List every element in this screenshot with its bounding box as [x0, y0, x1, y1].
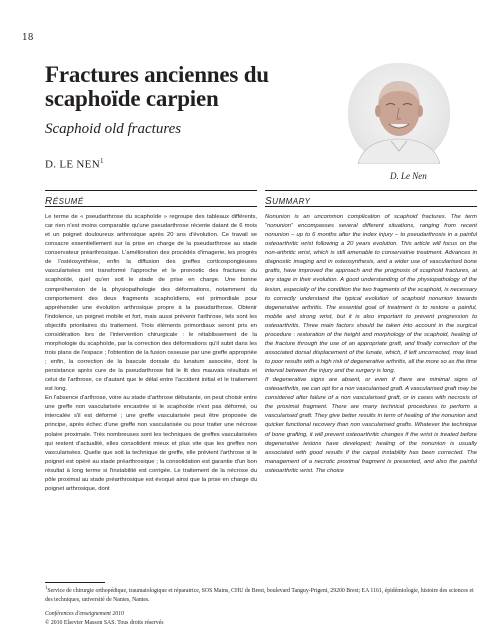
footnote-rule [45, 582, 105, 583]
summary-paragraph-2: If degenerative signs are absent, or even if there are minimal signs of osteoarthritis, we can opt for a non vascularised graft. A vascularised graft may be considered after failure of a non vascularised graft, or in cases with necrosis of the proximal fragment. There are many technical procedures to perform a vascularised graft. They give better results in term of healing of the nonunion and quicker functional recovery than non vascularised grafts. Whatever the technique of bone grafting, it will prevent osteoarthritic changes if the wrist is treated before degenerative lesions have developed; healing of the nonunion is usually associated with good results if the carpal instability has been corrected. The management of a necrotic proximal fragment is presented, and also the painful osteoarthritic wrist. The choice [265, 377, 477, 474]
page-number: 18 [22, 33, 34, 43]
summary-heading [265, 196, 310, 207]
journal-name: Conférences d'enseignement 2010 [45, 611, 124, 617]
summary-top-rule [265, 190, 477, 191]
copyright-notice: © 2010 Elsevier Masson SAS. Tous droits réservés [45, 620, 164, 626]
author-name: D. LE NEN [45, 158, 100, 171]
author-line [45, 157, 104, 171]
article-subtitle: Scaphoid old fractures [45, 121, 182, 137]
article-title: Fractures anciennes du scaphoïde carpien [45, 62, 269, 111]
resume-heading-initial: R [45, 196, 53, 207]
resume-body [45, 213, 257, 561]
resume-paragraph-1: Le terme de « pseudarthrose du scaphoïde » regroupe des tableaux différents, car rien n'est moins comparable qu'une pseudarthrose récente datant de 6 mois et un poignet douloureux arthrosique après 20 ans d'évolution. Ce travail se consacre essentiellement sur la prise en charge de la pseudarthrose au stade conservateur préarthrosique. L'amélioration des procédés d'imagerie, les progrès de l'ostéosynthèse, enfin la diffusion des greffes corticospongieuses vascularisées ont transformé l'approche et le pronostic des fractures du scaphoïde, quel qu'en soit le stade de prise en charge. Une bonne compréhension de la physiopathologie des déformations, notamment du comportement des deux fragments scaphoïdiens, est primordiale pour appréhender une évolution arthrosique propre à la pseudarthrose. Obtenir l'indolence, un poignet mobile et fort, mais aussi prévenir l'arthrose, tels sont les objectifs prioritaires du traitement. Trois éléments primordiaux seront pris en considération lors de l'intervention chirurgicale : le rétablissement de la morphologie du scaphoïde, par la correction des déformations qu'il subit dans les trois plans de l'espace ; l'obtention de la fusion osseuse par une greffe appropriée ; enfin, la correction de la bascule dorsale du lunatum associée, dont la persistance après cure de la pseudarthrose fait le lit des mauvais résultats et celui de l'arthrose, ce d'autant que le délai entre l'accident initial et le traitement est long. [45, 214, 257, 393]
summary-paragraph-1: Nonunion is an uncommon complication of scaphoid fractures. The term “nonunion” encompasses several different situations, ranging from recent nonunion – up to 6 months after the index injury – to pseudarthrosis in a painful osteoarthritic wrist following a 20 years evolution. This article will focus on the non-arthritic wrist, which is still amenable to conservative treatment. Advances in diagnostic imaging and in osteosynthesis, and a wider use of vascularised bone grafts, have improved the approach and the prognosis of scaphoid fractures, at any stage in their evolution. A good understanding of the physiopathology of the lesion, especially of the condition the two fragments of the scaphoid, is necessary to correctly understand the typical evolution of scaphoid nonunion towards degenerative arthritis. The essential goal of treatment is to restore a painful, mobile and strong wrist, but it is also important to prevent progression to osteoarthritis. Three main factors should be taken into account in the surgical procedure : restoration of the height and morphology of the scaphoid, healing of the fracture through the use of an appropriate graft, and finally correction of the associated dorsal displacement of the lunate, which, if left uncorrected, may lead to poor results with a high risk of degenerative arthritis, all the more so as the time interval between the injury and the surgery is long. [265, 214, 477, 375]
affiliation-footnote [45, 584, 475, 605]
resume-paragraph-2: En l'absence d'arthrose, voire au stade d'arthrose débutante, on peut choisir entre une greffe non vascularisée encastrée si le scaphoïde n'est pas déformé, ou intercalée s'il est déformé ; une greffe vascularisée peut être proposée de principe, après échec d'une greffe non vascularisée ou pour traiter une nécrose polaire proximale. Très nombreuses sont les techniques de greffes vascularisées qui restent d'actualité, elles consolident mieux et plus vite que les greffes non vascularisées. Quelle que soit la technique de greffe, elle prévient l'arthrose si le poignet est opéré au stade préarthrosique ; la consolidation est garantie d'un bon résultat à long terme si l'instabilité est corrigée. Le traitement de la nécrose du pôle proximal au stade préarthrosique est évoqué ainsi que la prise en charge du poignet arthrosique, dont [45, 395, 257, 492]
author-portrait-image [348, 63, 450, 164]
resume-heading [45, 196, 84, 207]
photo-caption: D. Le Nen [390, 171, 427, 181]
author-photo [348, 63, 450, 164]
affiliation-mark: 1 [99, 157, 104, 165]
summary-heading-rest: UMMARY [272, 197, 311, 206]
summary-body [265, 213, 477, 561]
resume-top-rule [45, 190, 257, 191]
summary-heading-initial: S [265, 196, 273, 207]
resume-heading-rest: ÉSUMÉ [52, 197, 84, 206]
footnote-mark: 1 [45, 586, 48, 591]
footnote-text: Service de chirurgie orthopédique, traumatologique et réparatrice, SOS Mains, CHU de Brest, boulevard Tanguy-Prigent, 29200 Brest; EA 1161, épidémiologie, histoire des sciences et des techniques, université de Nantes, Nantes. [45, 587, 474, 603]
